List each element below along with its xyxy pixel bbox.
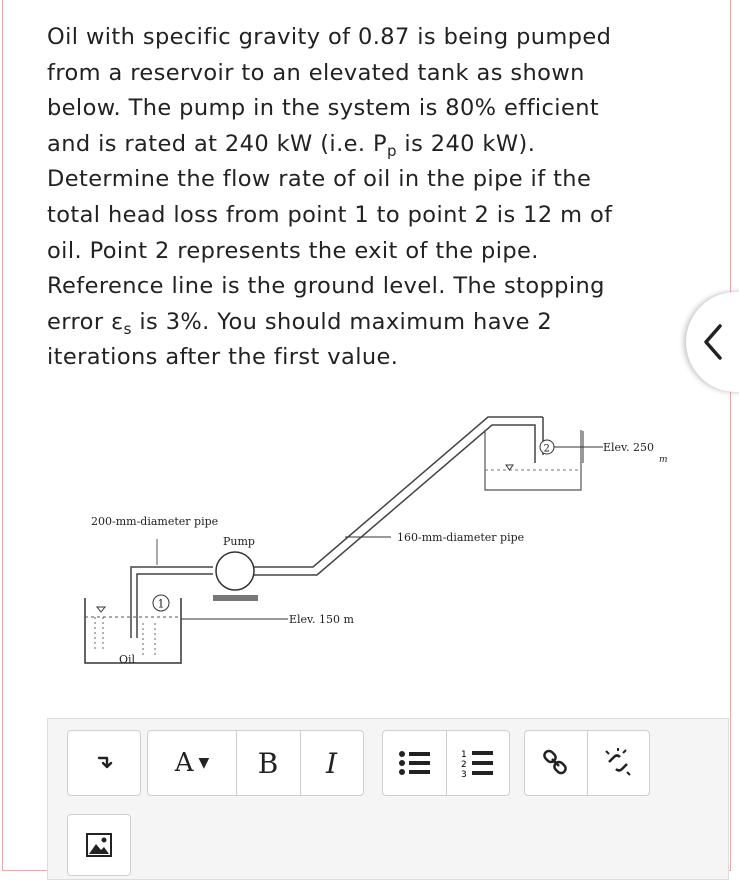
pump-system-diagram (73, 395, 693, 695)
upper-tank (485, 430, 581, 490)
elevation-ground-label: Elev. 150 m (289, 613, 354, 626)
question-line: below. The pump in the system is 80% efficient (47, 95, 600, 122)
point-1-label: 1 (157, 597, 165, 611)
bulleted-list-button[interactable] (383, 731, 447, 795)
link-icon (541, 748, 571, 778)
elevation-top-label: Elev. 250 (603, 441, 654, 454)
font-color-button[interactable] (148, 731, 237, 795)
subscript-p: p (386, 141, 397, 160)
editor-toolbar (47, 718, 729, 880)
arrow-down-icon (94, 753, 114, 773)
discharge-pipe (254, 417, 543, 567)
expand-toolbar-button[interactable] (67, 730, 141, 796)
question-line: oil. Point 2 represents the exit of the pipe. (47, 237, 539, 264)
water-level-symbol (97, 607, 105, 612)
numbered-list-icon (461, 748, 495, 778)
numbered-list-button[interactable] (446, 731, 509, 795)
format-button-group (147, 730, 364, 796)
subscript-s: s (123, 319, 132, 338)
question-fragment: error ε (47, 308, 124, 335)
svg-text:1: 1 (460, 750, 467, 760)
oil-label: Oil (119, 653, 136, 666)
point-2-label: 2 (543, 443, 550, 455)
question-text (47, 20, 707, 376)
bold-label: B (257, 746, 279, 780)
question-line: total head loss from point 1 to point 2 is 12 m of (47, 201, 613, 228)
question-card (2, 0, 731, 871)
question-line: from a reservoir to an elevated tank as shown (47, 59, 585, 86)
question-fragment: and is rated at 240 kW (i.e. P (47, 130, 387, 157)
bulleted-list-icon (398, 749, 432, 777)
question-fragment: is 240 kW). (396, 130, 536, 157)
question-line: iterations after the first value. (47, 344, 399, 371)
italic-label: I (325, 746, 338, 780)
chevron-left-icon (700, 322, 726, 362)
question-fragment: is 3%. You should maximum have 2 (131, 308, 553, 335)
link-button-group (524, 730, 650, 796)
pump-symbol (216, 552, 254, 590)
pipe-160-label: 160-mm-diameter pipe (397, 531, 525, 544)
question-line (47, 127, 707, 163)
list-button-group (382, 730, 510, 796)
italic-button[interactable] (300, 731, 363, 795)
question-line: Determine the flow rate of oil in the pipe if the (47, 166, 592, 193)
question-line: Oil with specific gravity of 0.87 is being pumped (47, 24, 612, 50)
pump-label: Pump (223, 535, 255, 548)
svg-text:3: 3 (460, 770, 467, 778)
font-color-label: A (174, 748, 194, 778)
question-line (47, 305, 707, 341)
svg-text:2: 2 (460, 760, 467, 770)
question-line: Reference line is the ground level. The stopping (47, 273, 605, 300)
image-icon (86, 833, 112, 857)
caret-down-icon: ▼ (198, 755, 210, 771)
bold-button[interactable] (236, 731, 301, 795)
insert-image-button[interactable] (67, 814, 131, 876)
pump-base (213, 595, 258, 601)
unlink-button[interactable] (587, 731, 649, 795)
pipe-200-label: 200-mm-diameter pipe (91, 515, 219, 528)
elevation-top-unit: m (659, 455, 668, 465)
link-button[interactable] (525, 731, 588, 795)
unlink-icon (603, 748, 633, 778)
